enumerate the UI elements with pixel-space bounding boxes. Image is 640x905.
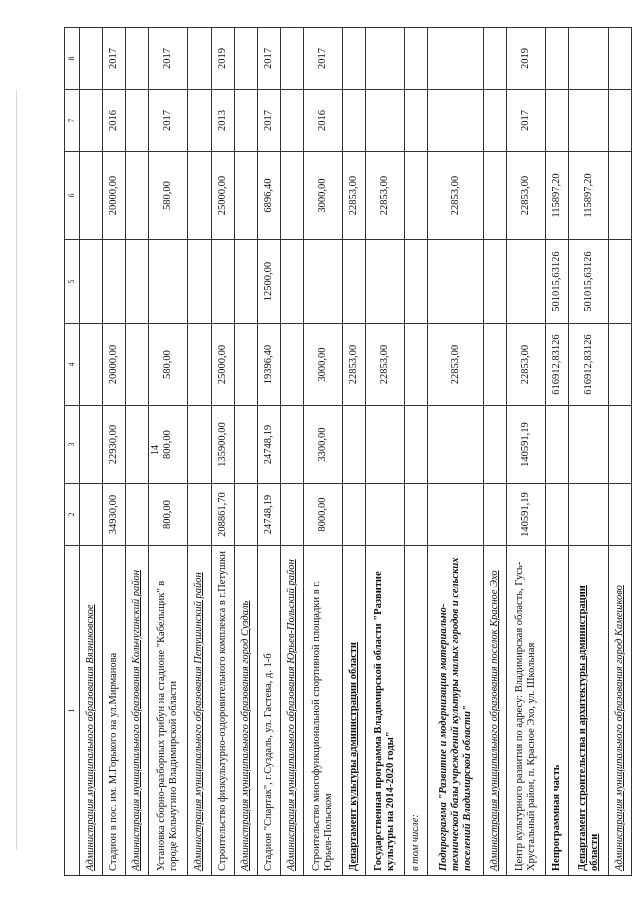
value-cell (484, 28, 507, 90)
value-cell: 800,00 (149, 406, 188, 484)
table-row (80, 28, 103, 876)
value-cell (280, 28, 303, 90)
value-cell: 2013 (211, 90, 234, 152)
value-cell: 22853,00 (343, 152, 366, 240)
value-cell (343, 484, 366, 546)
value-cell (80, 406, 103, 484)
value-cell: 3000,00 (303, 324, 342, 406)
row-name-cell: Стадион "Спартак", г.Суздаль, ул. Гастева, д. 1-б (257, 546, 280, 876)
value-cell (280, 152, 303, 240)
row-name-cell: Непрограммная часть (546, 546, 569, 876)
value-cell: 140591,19 (507, 406, 546, 484)
column-header: 3 (65, 406, 80, 484)
value-cell (546, 28, 569, 90)
table-row (211, 28, 234, 876)
value-cell (188, 240, 211, 324)
value-cell: 22853,00 (507, 152, 546, 240)
value-cell (234, 406, 257, 484)
value-cell (188, 484, 211, 546)
value-cell (366, 240, 405, 324)
value-cell (80, 324, 103, 406)
value-cell: 24748,19 (257, 484, 280, 546)
value-cell (484, 324, 507, 406)
value-cell: 115897,20 (569, 152, 608, 240)
value-cell (343, 90, 366, 152)
value-cell: 501015,63126 (546, 240, 569, 324)
value-cell (405, 152, 428, 240)
row-name-cell: Центр культурного развития по адресу: Владимирская область, Гусь-Хрустальный район, п. Красное Эхо, ул. Школьная (507, 546, 546, 876)
value-cell (608, 324, 631, 406)
table-row (608, 28, 631, 876)
value-cell: 2019 (507, 28, 546, 90)
column-number-row (65, 28, 80, 876)
table-row (103, 28, 126, 876)
value-cell (280, 324, 303, 406)
value-cell (80, 240, 103, 324)
value-cell (188, 324, 211, 406)
value-cell: 20000,00 (103, 324, 126, 406)
value-cell: 501015,63126 (569, 240, 608, 324)
value-cell (608, 90, 631, 152)
row-name-cell: Подпрограмма "Развитие и модернизация материально-технической базы учреждений культуры малых городов и сельских поселений Владимирской области" (428, 546, 484, 876)
value-cell (188, 406, 211, 484)
table-row (569, 28, 608, 876)
value-cell: 20000,00 (103, 152, 126, 240)
row-name-cell: Строительство физкультурно-оздоровительного комплекса в г.Петушки (211, 546, 234, 876)
column-header: 2 (65, 484, 80, 546)
table-row (149, 28, 188, 876)
value-cell (188, 28, 211, 90)
value-cell (126, 152, 149, 240)
value-cell: 2017 (149, 28, 188, 90)
column-header: 7 (65, 90, 80, 152)
value-cell (234, 324, 257, 406)
row-name-cell: Администрация муниципального образования поселок Красное Эхо (484, 546, 507, 876)
value-cell (484, 484, 507, 546)
value-cell (343, 240, 366, 324)
value-cell (80, 28, 103, 90)
value-cell (343, 406, 366, 484)
value-cell (428, 28, 484, 90)
value-cell (126, 240, 149, 324)
value-cell: 25000,00 (211, 152, 234, 240)
value-cell: 140591,19 (507, 484, 546, 546)
value-cell (569, 484, 608, 546)
column-header: 4 (65, 324, 80, 406)
value-cell: 3300,00 (303, 406, 342, 484)
table-body (80, 28, 632, 876)
investment-table (64, 27, 632, 876)
value-cell: 22853,00 (366, 324, 405, 406)
value-cell (126, 90, 149, 152)
value-cell: 25000,00 (211, 324, 234, 406)
value-cell: 19396,40 (257, 324, 280, 406)
value-cell (405, 324, 428, 406)
value-cell: 6896,40 (257, 152, 280, 240)
row-name-cell: Администрация муниципального образования Юрьев-Польский район (280, 546, 303, 876)
value-cell: 3000,00 (303, 152, 342, 240)
column-header: 1 (65, 546, 80, 876)
page-number: 14 (150, 445, 161, 455)
value-cell (569, 90, 608, 152)
value-cell (343, 28, 366, 90)
value-cell (126, 406, 149, 484)
value-cell (608, 484, 631, 546)
value-cell (103, 240, 126, 324)
table-row (546, 28, 569, 876)
value-cell (149, 240, 188, 324)
scan-margin-line (16, 90, 17, 850)
value-cell: 22930,00 (103, 406, 126, 484)
row-name-cell: Администрация муниципального образования Петушинский район (188, 546, 211, 876)
table-row (234, 28, 257, 876)
value-cell: 2017 (257, 28, 280, 90)
column-header: 8 (65, 28, 80, 90)
table-row (280, 28, 303, 876)
value-cell: 22853,00 (428, 324, 484, 406)
value-cell (80, 90, 103, 152)
value-cell: 2016 (103, 90, 126, 152)
value-cell (234, 152, 257, 240)
value-cell (280, 406, 303, 484)
value-cell: 2017 (303, 28, 342, 90)
value-cell (234, 484, 257, 546)
value-cell (428, 240, 484, 324)
row-name-cell: Установка сборно-разборных трибун на стадионе "Кабельщик" в городе Кольчугино Владимирской области (149, 546, 188, 876)
value-cell: 2016 (303, 90, 342, 152)
value-cell: 2017 (149, 90, 188, 152)
value-cell: 208861,70 (211, 484, 234, 546)
value-cell (484, 240, 507, 324)
row-name-cell: Администрация муниципального образования город Камешково (608, 546, 631, 876)
row-name-cell: в том числе: (405, 546, 428, 876)
row-name-cell: Департамент культуры администрации области (343, 546, 366, 876)
value-cell: 24748,19 (257, 406, 280, 484)
column-header: 5 (65, 240, 80, 324)
row-name-cell: Стадион в пос. им. М.Горького на ул.Мирманова (103, 546, 126, 876)
table-row (188, 28, 211, 876)
value-cell: 22853,00 (343, 324, 366, 406)
value-cell (234, 240, 257, 324)
table-row (507, 28, 546, 876)
value-cell (608, 152, 631, 240)
value-cell (280, 240, 303, 324)
value-cell: 2017 (103, 28, 126, 90)
table-row (343, 28, 366, 876)
table-row (405, 28, 428, 876)
value-cell (405, 484, 428, 546)
value-cell (405, 406, 428, 484)
value-cell (126, 484, 149, 546)
value-cell (80, 152, 103, 240)
value-cell (366, 406, 405, 484)
value-cell: 8000,00 (303, 484, 342, 546)
value-cell (188, 90, 211, 152)
value-cell (405, 90, 428, 152)
table-row (126, 28, 149, 876)
value-cell (507, 240, 546, 324)
value-cell: 12500,00 (257, 240, 280, 324)
value-cell (608, 240, 631, 324)
table-row (366, 28, 405, 876)
value-cell (405, 240, 428, 324)
value-cell: 2019 (211, 28, 234, 90)
value-cell (211, 240, 234, 324)
value-cell (546, 484, 569, 546)
row-name-cell: Администрация муниципального образования Вязниковское (80, 546, 103, 876)
value-cell (234, 90, 257, 152)
value-cell: 800,00 (149, 484, 188, 546)
row-name-cell: Государственная программа Владимирской области "Развитие культуры на 2014-2020 годы" (366, 546, 405, 876)
row-name-cell: Строительство многофункциональной спортивной площадки в г. Юрьев-Польском (303, 546, 342, 876)
value-cell: 22853,00 (428, 152, 484, 240)
row-name-cell: Администрация муниципального образования город Суздаль (234, 546, 257, 876)
value-cell (484, 406, 507, 484)
value-cell (608, 28, 631, 90)
table-row (428, 28, 484, 876)
value-cell (428, 484, 484, 546)
value-cell (608, 406, 631, 484)
value-cell: 580,00 (149, 324, 188, 406)
value-cell (126, 28, 149, 90)
value-cell (303, 240, 342, 324)
row-name-cell: Администрация муниципального образования Кольчугинский район (126, 546, 149, 876)
value-cell (126, 324, 149, 406)
value-cell (428, 90, 484, 152)
value-cell (188, 152, 211, 240)
value-cell (428, 406, 484, 484)
value-cell: 2017 (257, 90, 280, 152)
value-cell (234, 28, 257, 90)
rotated-table-frame (64, 28, 632, 876)
value-cell (366, 484, 405, 546)
value-cell (546, 406, 569, 484)
value-cell: 2017 (507, 90, 546, 152)
value-cell (484, 90, 507, 152)
value-cell (366, 90, 405, 152)
value-cell (280, 484, 303, 546)
column-header: 6 (65, 152, 80, 240)
value-cell: 616912,83126 (569, 324, 608, 406)
value-cell (405, 28, 428, 90)
value-cell (546, 90, 569, 152)
table-row (303, 28, 342, 876)
value-cell: 34930,00 (103, 484, 126, 546)
value-cell (366, 28, 405, 90)
value-cell: 580,00 (149, 152, 188, 240)
value-cell (80, 484, 103, 546)
value-cell (569, 406, 608, 484)
value-cell: 135900,00 (211, 406, 234, 484)
value-cell (569, 28, 608, 90)
value-cell (484, 152, 507, 240)
table-row (484, 28, 507, 876)
value-cell (280, 90, 303, 152)
value-cell: 115897,20 (546, 152, 569, 240)
table-row (257, 28, 280, 876)
row-name-cell: Департамент строительства и архитектуры администрации области (569, 546, 608, 876)
value-cell: 22853,00 (507, 324, 546, 406)
value-cell: 616912,83126 (546, 324, 569, 406)
value-cell: 22853,00 (366, 152, 405, 240)
